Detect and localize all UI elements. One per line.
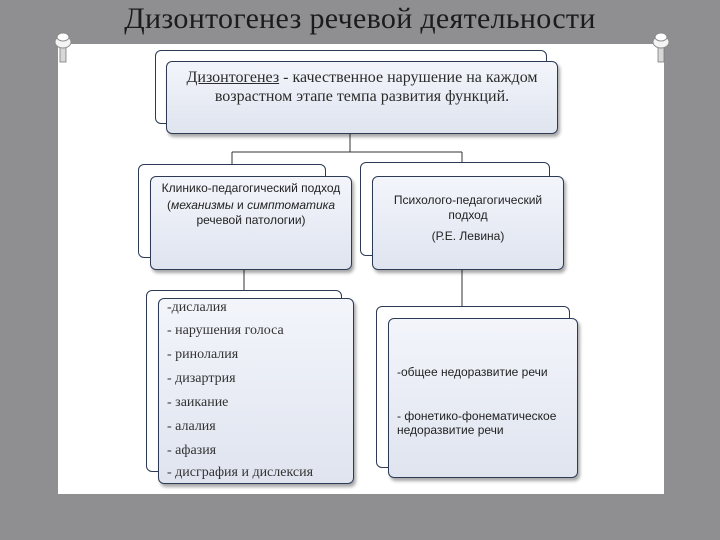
- clinical-approach-box: [150, 176, 352, 270]
- list-item: -общее недоразвитие речи: [397, 365, 548, 379]
- clinical-approach-title: Клинико-педагогический подход: [161, 181, 341, 195]
- definition-text: - качественное нарушение на каждом возрастном этапе темпа развития функций.: [214, 69, 538, 105]
- list-item: - заикание: [167, 395, 229, 410]
- clinical-approach-detail: [157, 198, 345, 228]
- psych-approach-title: Психолого-педагогический подход: [393, 193, 543, 222]
- clinical-paren: (: [166, 198, 171, 212]
- list-item: - дизартрия: [167, 371, 236, 386]
- definition-term: Дизонтогенез: [186, 69, 280, 86]
- list-item: - фонетико-фонематическое недоразвитие речи: [397, 409, 557, 437]
- list-item: -дислалия: [167, 300, 227, 315]
- list-item: - ринолалия: [167, 347, 239, 362]
- list-item: - нарушения голоса: [167, 323, 284, 338]
- clinical-and: и: [233, 198, 248, 212]
- clinical-mechanisms: механизмы: [170, 198, 234, 212]
- psych-approach-box: [372, 176, 564, 270]
- list-item: - афазия: [167, 443, 217, 458]
- clinical-list-box: [158, 298, 354, 484]
- clinical-symptoms: симптоматика: [247, 198, 336, 212]
- definition-box: [166, 61, 558, 134]
- psych-approach-author: (Р.Е. Левина): [431, 229, 505, 243]
- list-item: - дисграфия и дислексия: [167, 465, 314, 480]
- list-item: - алалия: [167, 419, 216, 434]
- slide-title: Дизонтогенез речевой деятельности: [124, 2, 596, 35]
- clinical-tail: речевой патологии): [196, 213, 306, 227]
- psych-list-box: [388, 318, 578, 478]
